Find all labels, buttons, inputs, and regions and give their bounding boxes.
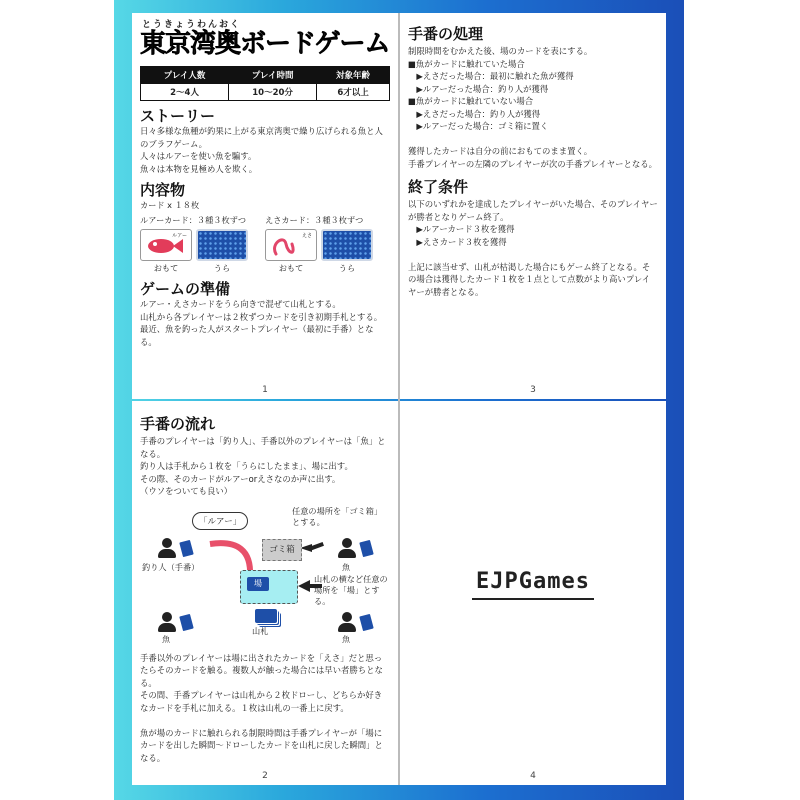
lure-card-text: ルアー <box>172 233 187 239</box>
prep-text: ルアー・えさカードをうら向きで混ぜて山札とする。 山札から各プレイヤーは２枚ずつカードを引き初期手札とする。 最近、魚を釣った人がスタートプレイヤー（最初に手番）となる。 <box>140 299 383 347</box>
bait-card-group <box>265 214 390 274</box>
page-number: 3 <box>530 385 536 395</box>
turn-diagram <box>140 504 390 644</box>
age-header: 対象年齢 <box>317 67 390 84</box>
contents-count: カード x １８枚 <box>140 200 200 210</box>
deck-icon <box>255 609 277 623</box>
lure-card-back <box>196 229 248 261</box>
lure-card-group <box>140 214 265 274</box>
bait-front-label: おもて <box>278 263 304 273</box>
game-title: 東京湾奥ボードゲーム <box>140 29 390 59</box>
story-text: 日々多様な魚種が釣果に上がる東京湾奥で繰り広げられる魚と人のブラフゲーム。 人々はルアーを使い魚を騙す。 魚々は本物を見極め人を欺く。 <box>140 126 383 174</box>
time-header: プレイ時間 <box>229 67 317 84</box>
fold-divider <box>398 13 400 785</box>
page-2 <box>132 401 398 785</box>
turn-text: 制限時間をむかえた後、場のカードを表にする。 ■魚がカードに触れていた場合 ▶えさだった場合：最初に触れた魚が獲得 ▶ルアーだった場合：釣り人が獲得 ■魚がカードに触れていない場合 ▶えさだった場合：釣り人が獲得 ▶ルアーだった場合：ゴミ箱に置く 獲得したカードは自分の前におもてのまま置く。 手番プレイヤーの左隣のプレイヤーが次の手番プレイヤーとなる。 <box>408 46 657 169</box>
prep-heading: ゲームの準備 <box>140 280 231 298</box>
bait-card-text: えさ <box>301 233 312 239</box>
fish-label: 魚 <box>162 633 171 644</box>
field-note: 山札の横など任意の場所を「場」とする。 <box>314 573 388 606</box>
publisher-logo: EJPGames <box>476 569 590 594</box>
info-table <box>140 66 390 101</box>
fish-label: 魚 <box>342 561 351 572</box>
rules-text: 手番以外のプレイヤーは場に出されたカードを「えさ」だと思ったらそのカードを触る。複数人が触った場合には早い者勝ちとなる。 その間、手番プレイヤーは山札から２枚ドローし、どちらか好きなカードを手札に加える。１枚は山札の一番上に戻す。 魚が場のカードに触れられる制限時間は手番プレイヤーが「場にカードを出した瞬間〜ドローしたカードを山札に戻した瞬間」となる。 <box>140 652 383 763</box>
turn-heading: 手番の処理 <box>408 25 484 43</box>
bait-card-back <box>321 229 373 261</box>
field-area <box>240 570 298 604</box>
page-number: 2 <box>262 771 268 781</box>
garbage-area: ゴミ箱 <box>262 539 302 561</box>
fish-label: 魚 <box>342 633 351 644</box>
flow-heading: 手番の流れ <box>140 415 216 433</box>
lure-cards-label: ルアーカード：３種３枚ずつ <box>140 215 247 225</box>
end-text: 以下のいずれかを達成したプレイヤーがいた場合、そのプレイヤーが勝者となりゲーム終了。 ▶ルアーカード３枚を獲得 ▶えさカード３枚を獲得 上記に該当せず、山札が枯渇した場合にもゲーム終了となる。その場合は獲得したカード１枚を１点として点数がより高いプレイヤーが勝者となる。 <box>408 199 658 297</box>
garbage-note: 任意の場所を「ゴミ箱」とする。 <box>292 505 383 527</box>
deck-label: 山札 <box>252 625 269 636</box>
lure-front-label: おもて <box>153 263 179 273</box>
contents-heading: 内容物 <box>140 181 186 199</box>
bait-back-label: うら <box>338 263 356 273</box>
page-4 <box>400 401 666 785</box>
age-value: 6才以上 <box>317 84 390 101</box>
end-heading: 終了条件 <box>408 178 469 196</box>
lure-card-front <box>140 229 192 261</box>
card-samples <box>140 214 390 274</box>
time-value: 10〜20分 <box>229 84 317 101</box>
field-card: 場 <box>247 577 269 591</box>
flow-text: 手番のプレイヤーは「釣り人」、手番以外のプレイヤーは「魚」となる。 釣り人は手札から１枚を「うらにしたまま」、場に出す。 その際、そのカードがルアーorえさなのか声に出す。 （ウソをついても良い） <box>140 436 386 496</box>
page-number: 1 <box>262 385 268 395</box>
bait-card-front <box>265 229 317 261</box>
lure-back-label: うら <box>213 263 231 273</box>
page-1 <box>132 13 398 399</box>
page-number: 4 <box>530 771 536 781</box>
speech-bubble: 「ルアー」 <box>192 512 248 530</box>
logo-underline <box>472 598 594 600</box>
title-ruby: とうきょうわんおく <box>142 20 242 30</box>
players-value: 2〜4人 <box>141 84 229 101</box>
page-3 <box>400 13 666 399</box>
players-header: プレイ人数 <box>141 67 229 84</box>
bait-cards-label: えさカード：３種３枚ずつ <box>265 215 364 225</box>
story-heading: ストーリー <box>140 107 216 125</box>
fisher-label: 釣り人（手番） <box>142 561 200 572</box>
